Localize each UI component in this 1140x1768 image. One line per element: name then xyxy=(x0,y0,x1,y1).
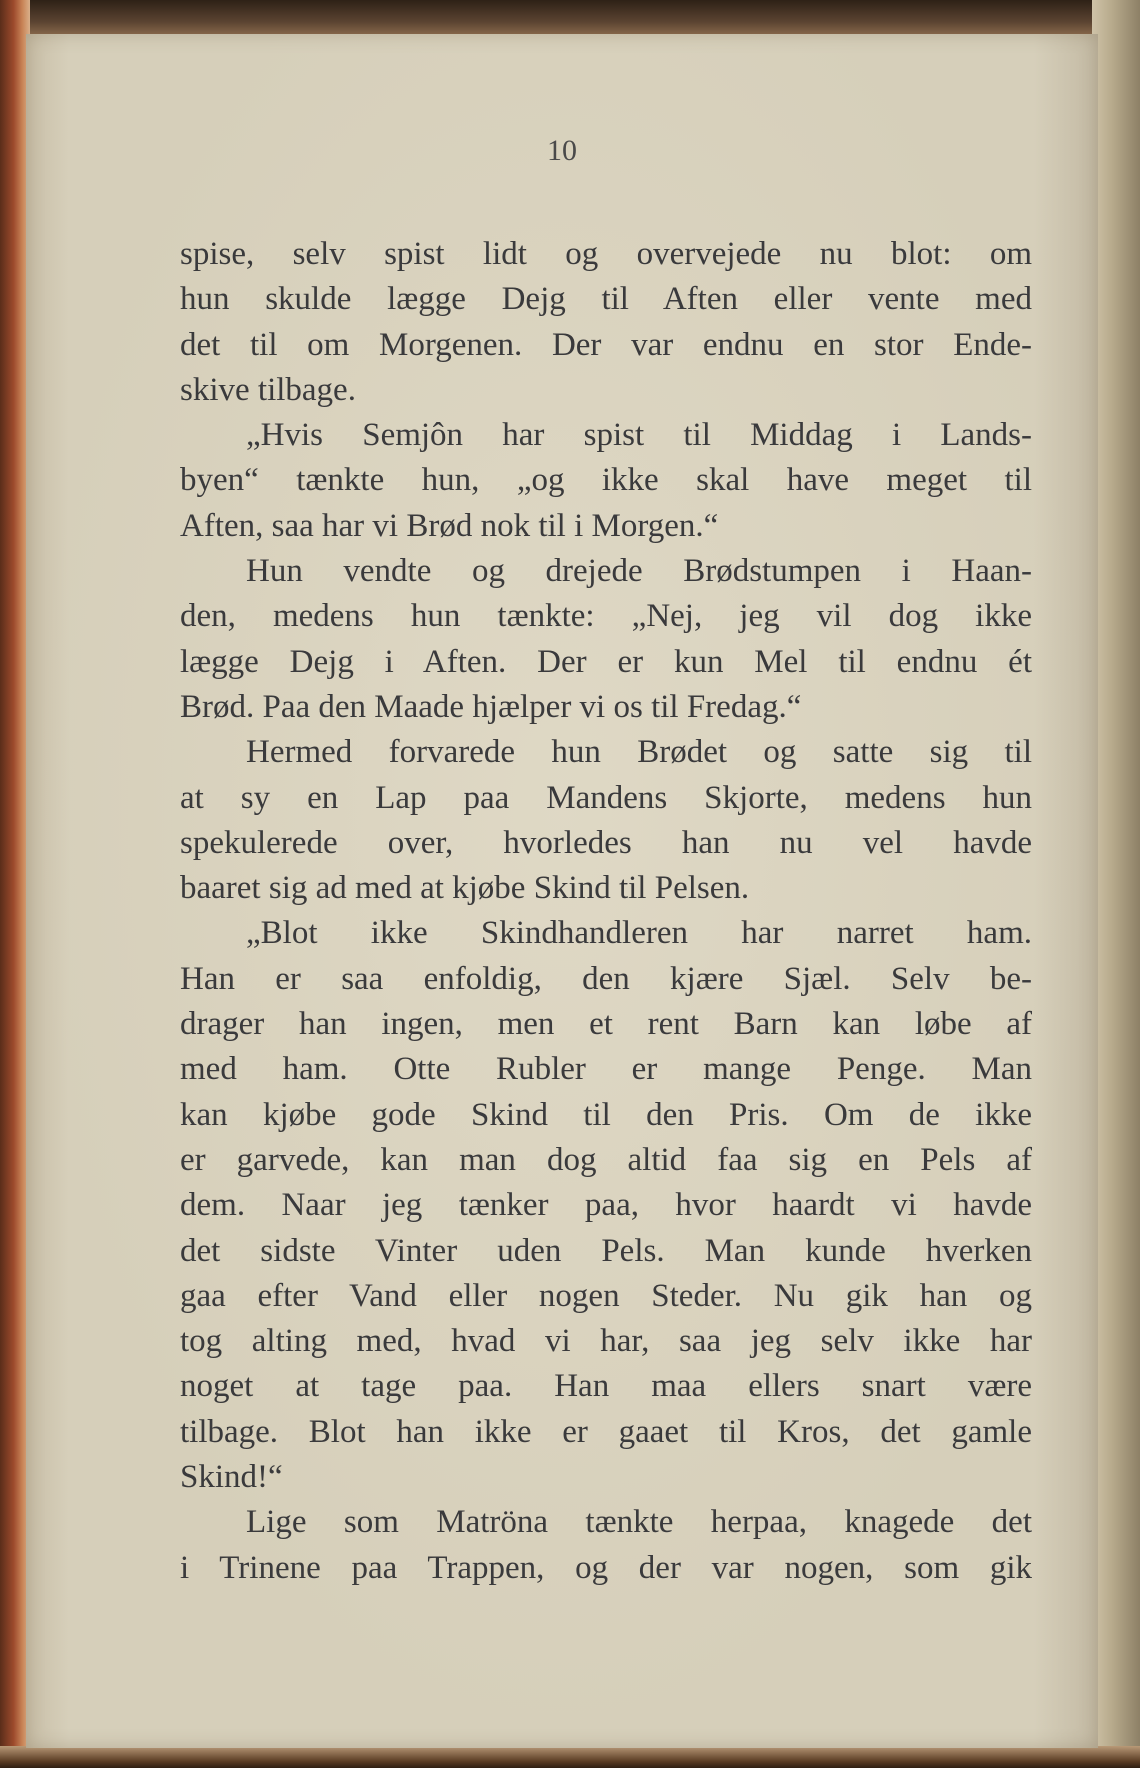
text-line: Brød. Paa den Maade hjælper vi os til Fredag.“ xyxy=(180,688,802,725)
text-line: drager han ingen, men et rent Barn kan løbe af xyxy=(180,1006,1032,1043)
text-line: noget at tage paa. Han maa ellers snart være xyxy=(180,1368,1032,1405)
book-top-edge xyxy=(0,0,1140,36)
text-line: baaret sig ad med at kjøbe Skind til Pelsen. xyxy=(180,870,750,907)
text-line: det sidste Vinter uden Pels. Man kunde hverken xyxy=(180,1232,1032,1269)
text-line: spekulerede over, hvorledes han nu vel havde xyxy=(180,824,1032,861)
text-line: i Trinene paa Trappen, og der var nogen, som gik xyxy=(180,1549,1032,1586)
body-text xyxy=(180,232,1032,1591)
text-line: dem. Naar jeg tænker paa, hvor haardt vi havde xyxy=(180,1187,1032,1224)
text-line: er garvede, kan man dog altid faa sig en Pels af xyxy=(180,1141,1032,1178)
text-line: „Hvis Semjôn har spist til Middag i Lands- xyxy=(246,417,1032,454)
text-line: med ham. Otte Rubler er mange Penge. Man xyxy=(180,1051,1032,1088)
page-stack-edge xyxy=(1092,0,1140,1768)
text-line: skive tilbage. xyxy=(180,371,356,408)
page-number: 10 xyxy=(547,134,577,167)
text-line: hun skulde lægge Dejg til Aften eller vente med xyxy=(180,281,1032,318)
text-line: Han er saa enfoldig, den kjære Sjæl. Selv be- xyxy=(180,960,1032,997)
text-line: gaa efter Vand eller nogen Steder. Nu gik han og xyxy=(180,1277,1032,1314)
text-line: den, medens hun tænkte: „Nej, jeg vil dog ikke xyxy=(180,598,1032,635)
text-line: Skind!“ xyxy=(180,1459,283,1496)
text-line: Hun vendte og drejede Brødstumpen i Haan- xyxy=(246,553,1032,590)
book-page xyxy=(26,34,1098,1748)
text-line: tilbage. Blot han ikke er gaaet til Kros, det gamle xyxy=(180,1413,1032,1450)
book-bottom-edge xyxy=(0,1746,1140,1768)
text-line: byen“ tænkte hun, „og ikke skal have meget til xyxy=(180,462,1032,499)
text-line: Hermed forvarede hun Brødet og satte sig til xyxy=(246,734,1032,771)
text-line: Lige som Matröna tænkte herpaa, knagede det xyxy=(246,1504,1032,1541)
text-line: at sy en Lap paa Mandens Skjorte, medens hun xyxy=(180,779,1032,816)
text-line: Aften, saa har vi Brød nok til i Morgen.“ xyxy=(180,507,719,544)
text-line: det til om Morgenen. Der var endnu en stor Ende- xyxy=(180,326,1032,363)
text-line: lægge Dejg i Aften. Der er kun Mel til endnu ét xyxy=(180,643,1032,680)
text-line: kan kjøbe gode Skind til den Pris. Om de ikke xyxy=(180,1096,1032,1133)
text-line: spise, selv spist lidt og overvejede nu blot: om xyxy=(180,236,1032,272)
text-line: tog alting med, hvad vi har, saa jeg selv ikke har xyxy=(180,1323,1032,1360)
text-line: „Blot ikke Skindhandleren har narret ham. xyxy=(246,915,1032,952)
